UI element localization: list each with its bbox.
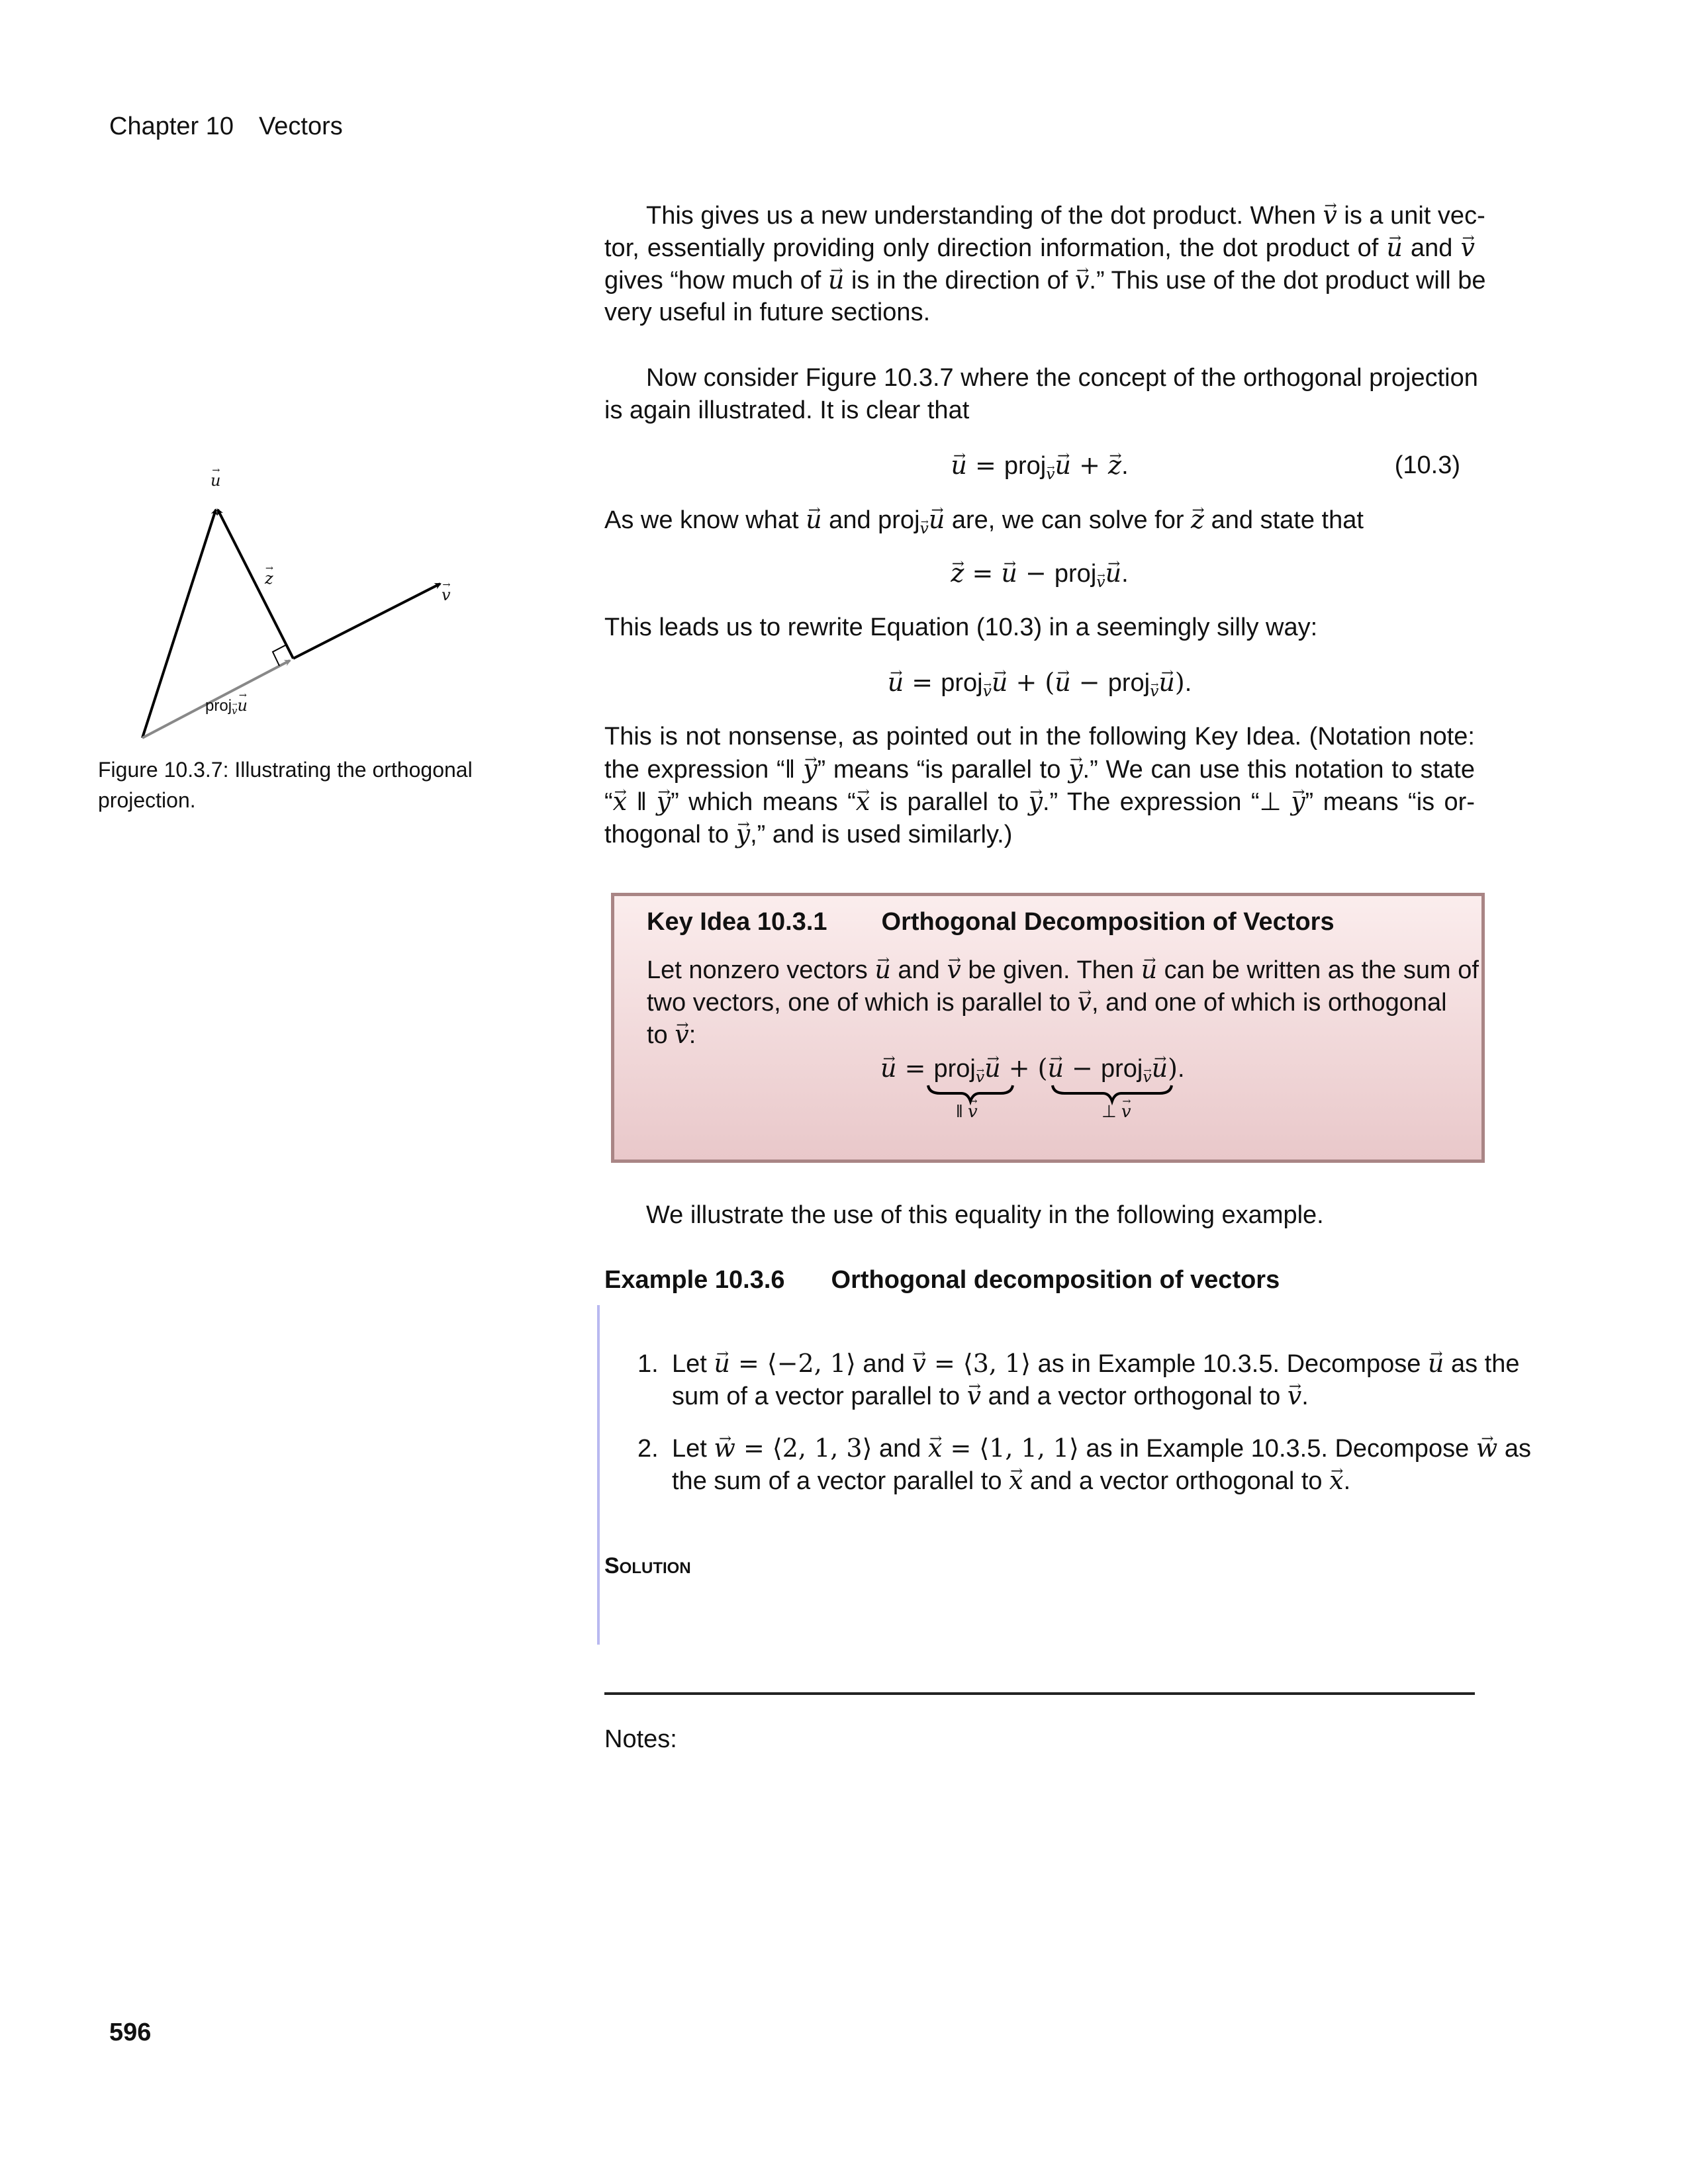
key-idea-line-2: two vectors, one of which is parallel to → v, and one of which is orthogonal — [647, 986, 1436, 1019]
figure-label-u: → u — [211, 471, 220, 490]
notes-divider — [604, 1692, 1475, 1695]
paragraph-6: We illustrate the use of this equality in the following example. — [646, 1201, 1324, 1229]
example-item-1-line-2: sum of a vector parallel to → v and a vector orthogonal to → v. — [672, 1380, 1475, 1412]
paragraph-5-line-4: thogonal to → y,” and is used similarly.) — [604, 818, 1475, 850]
paragraph-1-line-3: gives “how much of → u is in the direction of → v.” This use of the dot product will be — [604, 264, 1475, 296]
paragraph-1-line-4: very useful in future sections. — [604, 298, 931, 326]
figure-caption-line2: projection. — [98, 788, 196, 812]
paragraph-5-line-1: This is not nonsense, as pointed out in the following Key Idea. (Notation note: — [604, 723, 1475, 751]
paragraph-5-line-2: the expression “‖ → y” means “is parallel to → y.” We can use this notation to state — [604, 753, 1475, 786]
example-sidebar-line — [597, 1305, 600, 1645]
key-idea-heading — [647, 906, 1441, 938]
figure-caption-line1: Figure 10.3.7: Illustrating the orthogonal — [98, 758, 473, 782]
key-idea-equation: → u = proj→ $_v$→ u + (→ u − proj→ $_v$→ u). — [880, 1052, 1278, 1093]
underbrace-perpendicular — [1053, 1085, 1172, 1101]
key-idea-line-1: Let nonzero vectors → u and → v be given. Then → u can be written as the sum of — [647, 954, 1436, 986]
vector-v-arrow — [293, 584, 440, 659]
orthogonal-projection-figure — [0, 0, 596, 794]
paragraph-4: This leads us to rewrite Equation (10.3) in a seemingly silly way: — [604, 614, 1318, 641]
page-number: 596 — [109, 2019, 152, 2046]
paragraph-2-line-2: is again illustrated. It is clear that — [604, 396, 970, 424]
equation-rewrite: → u = proj→ $_v$→ u + (→ u − proj→ $_v$→ u). — [604, 666, 1475, 707]
parallel-part: proj→ $_v$→ u — [933, 1055, 1000, 1083]
key-idea-title: Orthogonal Decomposition of Vectors — [881, 908, 1335, 936]
underbrace-label-perpendicular: ⊥ → v — [1102, 1101, 1131, 1122]
solution-label: Solution — [604, 1553, 691, 1578]
figure-label-proj: proj→ $_v$→ u — [205, 696, 248, 717]
paragraph-1-line-2: tor, essentially providing only direction information, the dot product of → u and → v — [604, 232, 1475, 264]
key-idea-label: Key Idea 10.3.1 — [647, 908, 827, 936]
example-heading — [604, 1264, 1475, 1296]
chapter-number: Chapter 10 — [109, 113, 234, 140]
figure-label-z: → z — [265, 569, 273, 588]
paragraph-2-line-1: Now consider Figure 10.3.7 where the concept of the orthogonal projection — [646, 364, 1478, 392]
equation-10-3: → u = proj→ $_v$→ u + → z. (10.3) — [604, 449, 1475, 490]
equation-z: → z = → u − proj→ $_v$→ u. — [604, 557, 1475, 598]
figure-label-v: → v — [442, 586, 451, 605]
example-label: Example 10.3.6 — [604, 1266, 785, 1294]
vector-z-arrow — [218, 510, 293, 659]
equation-number: (10.3) — [1394, 451, 1460, 479]
perpendicular-part: (→ u − proj→ $_v$→ u) — [1038, 1055, 1178, 1083]
chapter-title: Vectors — [259, 113, 343, 140]
paragraph-1-line-1: This gives us a new understanding of the dot product. When → v is a unit vec- — [604, 199, 1475, 232]
example-item-1-line-1: 1. Let → u = ⟨−2, 1⟩ and → v = ⟨3, 1⟩ as in Example 10.3.5. Decompose → u as the — [637, 1347, 1475, 1380]
paragraph-5-line-3: “→ x ‖ → y” which means “→ x is parallel to → y.” The expression “⊥ → y” means “is or- — [604, 786, 1475, 818]
key-idea-line-3: to → v: — [647, 1019, 1436, 1051]
example-title: Orthogonal decomposition of vectors — [831, 1266, 1280, 1294]
notes-label: Notes: — [604, 1725, 677, 1753]
example-item-2-line-2: the sum of a vector parallel to → x and a vector orthogonal to → x. — [672, 1465, 1475, 1497]
underbrace-label-parallel: ‖ → v — [956, 1101, 978, 1122]
paragraph-3: As we know what → u and proj→ $_v$→ u are, we can solve for → z and state that — [604, 504, 1475, 544]
example-item-2-line-1: 2. Let → w = ⟨2, 1, 3⟩ and → x = ⟨1, 1, 1⟩ as in Example 10.3.5. Decompose → w as — [637, 1432, 1475, 1465]
